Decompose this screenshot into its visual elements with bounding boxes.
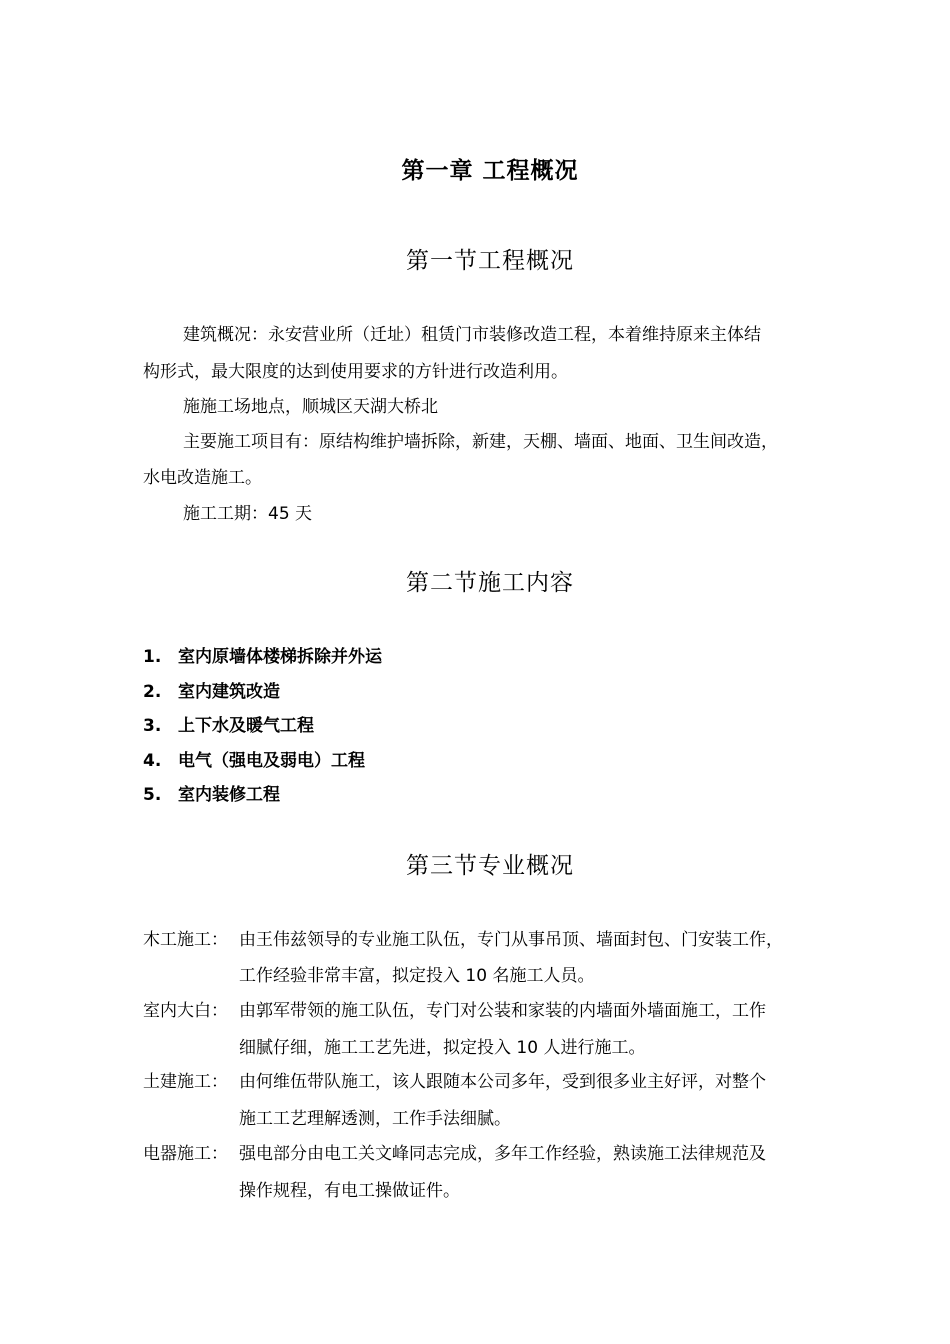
staff-entry bbox=[143, 993, 766, 1029]
section2-title: 第二节施工内容 bbox=[406, 570, 574, 596]
list-item bbox=[143, 744, 365, 778]
list-item-number: 4. bbox=[143, 751, 162, 771]
staff-entry bbox=[143, 922, 783, 958]
staff-entry-continuation: 细腻仔细，施工工艺先进，拟定投入 10 人进行施工。 bbox=[239, 1038, 646, 1058]
section1-title: 第一节工程概况 bbox=[406, 248, 574, 274]
section1-paragraph-line: 施工工期：45 天 bbox=[183, 504, 313, 524]
list-item-number: 1. bbox=[143, 647, 162, 667]
staff-entry bbox=[143, 1064, 766, 1100]
staff-entry-label: 土建施工： bbox=[143, 1072, 228, 1092]
staff-entry-text: 由王伟兹领导的专业施工队伍，专门从事吊顶、墙面封包、门安装工作， bbox=[239, 930, 783, 950]
staff-entry-continuation: 施工工艺理解透测，工作手法细腻。 bbox=[239, 1109, 511, 1129]
staff-entry-text: 由何维伍带队施工，该人跟随本公司多年，受到很多业主好评，对整个 bbox=[239, 1072, 766, 1092]
section1-paragraph-line: 水电改造施工。 bbox=[143, 468, 262, 488]
staff-entry-text: 由郭军带领的施工队伍，专门对公装和家装的内墙面外墙面施工，工作 bbox=[239, 1001, 766, 1021]
staff-entry-text: 强电部分由电工关文峰同志完成，多年工作经验，熟读施工法律规范及 bbox=[239, 1144, 766, 1164]
list-item-text: 室内装修工程 bbox=[178, 785, 280, 805]
section1-paragraph-line: 施施工场地点，顺城区天湖大桥北 bbox=[183, 397, 438, 417]
section1-paragraph-line: 建筑概况：永安营业所（迁址）租赁门市装修改造工程，本着维持原来主体结 bbox=[183, 325, 761, 345]
list-item-text: 室内建筑改造 bbox=[178, 682, 280, 702]
staff-entry-continuation: 操作规程，有电工操做证件。 bbox=[239, 1181, 460, 1201]
list-item-number: 2. bbox=[143, 682, 162, 702]
chapter-title: 第一章 工程概况 bbox=[401, 158, 579, 184]
section3-title: 第三节专业概况 bbox=[406, 853, 574, 879]
staff-entry-label: 电器施工： bbox=[143, 1144, 228, 1164]
list-item bbox=[143, 675, 280, 709]
staff-entry-label: 室内大白： bbox=[143, 1001, 228, 1021]
list-item bbox=[143, 778, 280, 812]
section1-paragraph-line: 主要施工项目有：原结构维护墙拆除，新建，天棚、墙面、地面、卫生间改造， bbox=[183, 432, 778, 452]
staff-entry-label: 木工施工： bbox=[143, 930, 228, 950]
list-item-number: 3. bbox=[143, 716, 162, 736]
list-item-number: 5. bbox=[143, 785, 162, 805]
list-item-text: 上下水及暖气工程 bbox=[178, 716, 314, 736]
list-item bbox=[143, 640, 382, 674]
list-item bbox=[143, 709, 314, 743]
staff-entry bbox=[143, 1136, 766, 1172]
section1-paragraph-line: 构形式，最大限度的达到使用要求的方针进行改造利用。 bbox=[143, 362, 568, 382]
list-item-text: 电气（强电及弱电）工程 bbox=[178, 751, 365, 771]
staff-entry-continuation: 工作经验非常丰富，拟定投入 10 名施工人员。 bbox=[239, 966, 595, 986]
list-item-text: 室内原墙体楼梯拆除并外运 bbox=[178, 647, 382, 667]
